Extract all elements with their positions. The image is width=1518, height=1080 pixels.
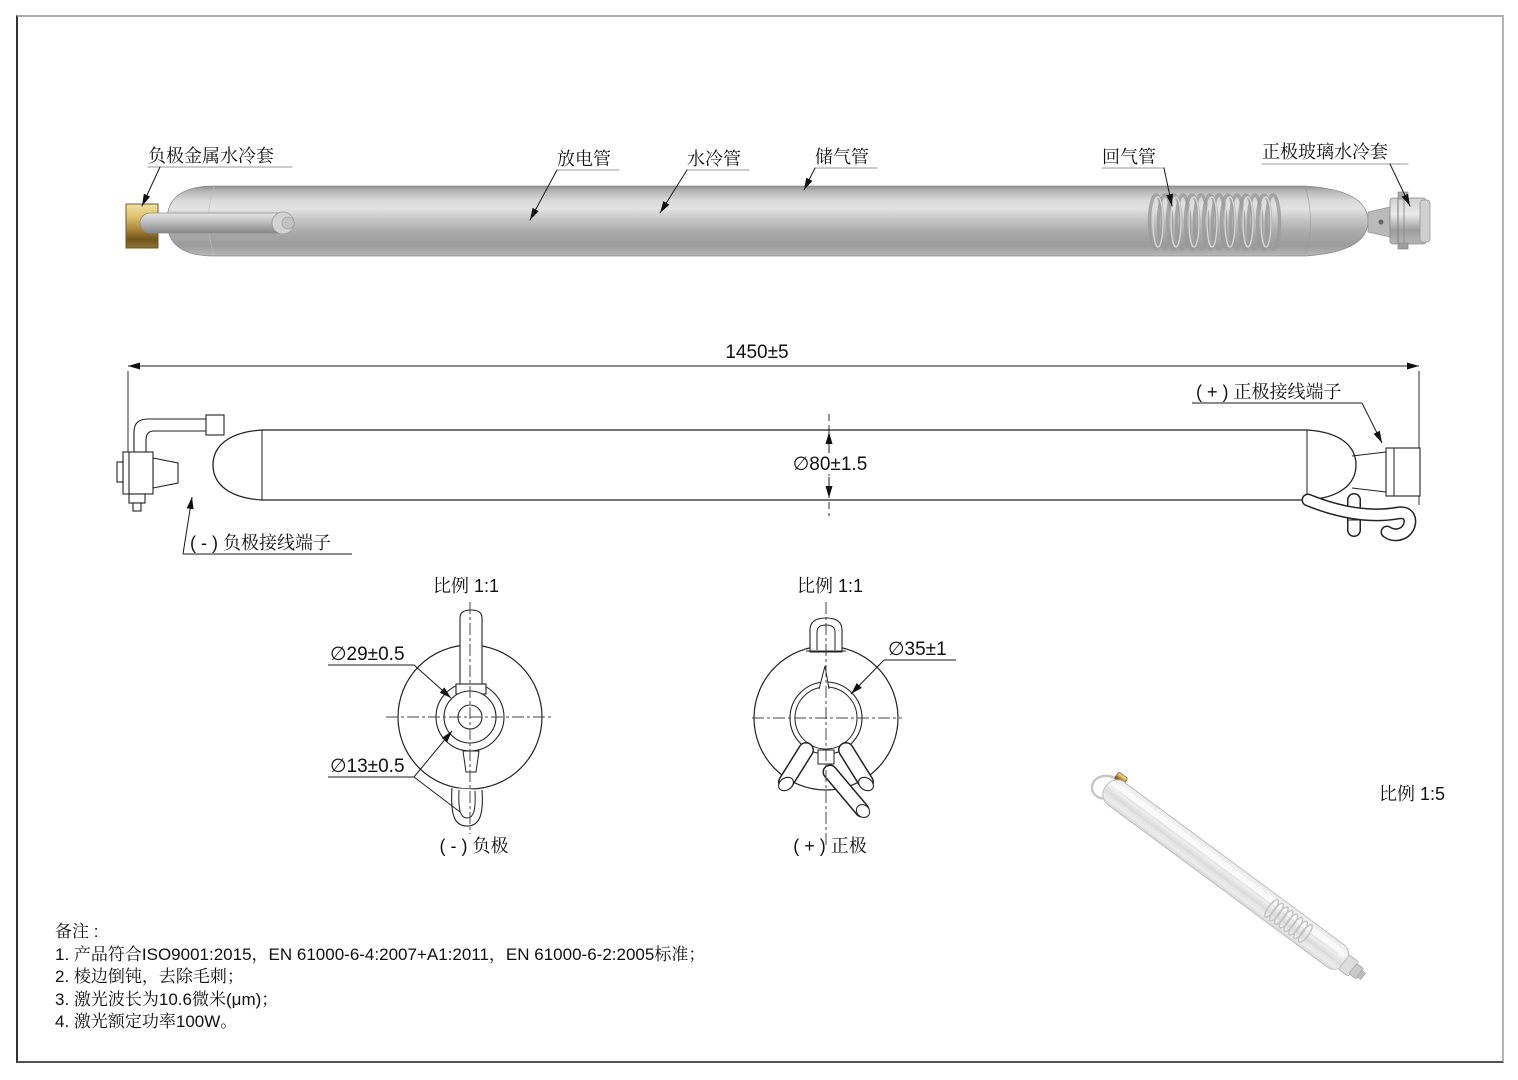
dim-13-text: ∅13±0.5: [330, 756, 405, 777]
iso-view: [1088, 763, 1445, 987]
anode-fitting: [1368, 192, 1430, 249]
anode-scale-label: 比例 1:1: [796, 576, 864, 596]
label-gas-reservoir: 储气管: [815, 147, 869, 167]
cathode-section-view: [328, 576, 554, 856]
label-gas-return: 回气管: [1102, 147, 1156, 167]
anode-section-view: [752, 576, 956, 856]
iso-scale-label: 比例 1:5: [1378, 784, 1446, 804]
notes-title: 备注 :: [55, 922, 99, 941]
diameter-dimension: [772, 414, 888, 516]
notes-block: [55, 921, 705, 1034]
cathode-terminal-label: ( - ) 负极接线端子: [190, 533, 331, 553]
note-item-2: 2. 棱边倒钝，去除毛刺；: [55, 967, 244, 986]
anode-section-caption: ( + ) 正极: [793, 836, 867, 856]
cathode-scale-label: 比例 1:1: [432, 576, 500, 596]
length-dim-text: 1450±5: [725, 342, 789, 363]
label-water-tube: 水冷管: [687, 149, 741, 169]
note-item-3: 3. 激光波长为10.6微米(μm)；: [55, 989, 279, 1009]
diameter-dim-text: ∅80±1.5: [792, 454, 868, 475]
label-cathode-sleeve: 负极金属水冷套: [148, 146, 274, 166]
side-cathode-assembly: [117, 415, 224, 511]
side-view: [117, 342, 1420, 554]
dim-29-text: ∅29±0.5: [330, 644, 405, 665]
note-item-4: 4. 激光额定功率100W。: [55, 1012, 238, 1031]
note-item-1: 1. 产品符合ISO9001:2015，EN 61000-6-4:2007+A1:2011，EN 61000-6-2:2005标准；: [55, 944, 706, 964]
anode-terminal-label: ( + ) 正极接线端子: [1196, 382, 1342, 402]
dim-35-text: ∅35±1: [888, 639, 947, 660]
label-anode-sleeve: 正极玻璃水冷套: [1262, 142, 1388, 162]
rendered-laser-tube: [126, 186, 1430, 256]
label-discharge-tube: 放电管: [557, 149, 611, 169]
cathode-section-caption: ( - ) 负极: [439, 836, 509, 856]
